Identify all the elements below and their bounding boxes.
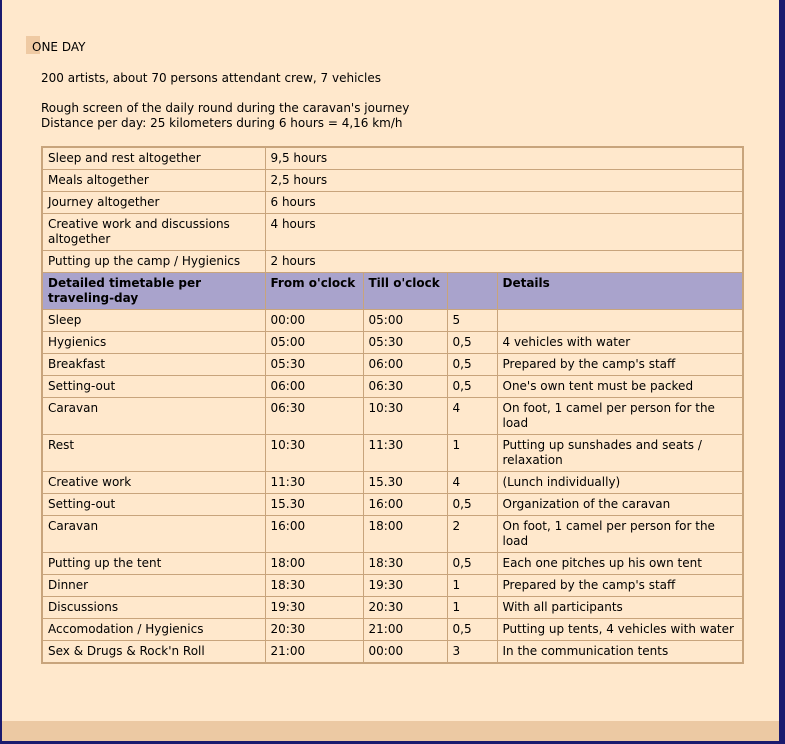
cell-hours: 0,5 bbox=[447, 553, 497, 575]
cell-activity: Creative work bbox=[42, 472, 265, 494]
cell-till: 05:00 bbox=[363, 310, 447, 332]
cell-details: On foot, 1 camel per person for the load bbox=[497, 398, 743, 435]
cell-hours: 0,5 bbox=[447, 619, 497, 641]
table-row bbox=[42, 472, 743, 494]
screen-description: Rough screen of the daily round during the caravan's journey bbox=[41, 101, 410, 115]
cell-from: 06:30 bbox=[265, 398, 363, 435]
summary-value: 9,5 hours bbox=[265, 147, 743, 170]
cell-till: 00:00 bbox=[363, 641, 447, 664]
cell-from: 20:30 bbox=[265, 619, 363, 641]
summary-label: Meals altogether bbox=[42, 170, 265, 192]
cell-hours: 3 bbox=[447, 641, 497, 664]
window-frame-left bbox=[0, 0, 2, 744]
cell-details: 4 vehicles with water bbox=[497, 332, 743, 354]
cell-activity: Dinner bbox=[42, 575, 265, 597]
cell-hours: 1 bbox=[447, 435, 497, 472]
cell-from: 19:30 bbox=[265, 597, 363, 619]
cell-details: Prepared by the camp's staff bbox=[497, 575, 743, 597]
cell-details: In the communication tents bbox=[497, 641, 743, 664]
cell-hours: 0,5 bbox=[447, 376, 497, 398]
table-row bbox=[42, 553, 743, 575]
summary-label: Sleep and rest altogether bbox=[42, 147, 265, 170]
cell-details: Putting up tents, 4 vehicles with water bbox=[497, 619, 743, 641]
cell-activity: Hygienics bbox=[42, 332, 265, 354]
header-from: From o'clock bbox=[265, 273, 363, 310]
cell-till: 18:30 bbox=[363, 553, 447, 575]
cell-till: 06:00 bbox=[363, 354, 447, 376]
table-row bbox=[42, 354, 743, 376]
cell-from: 16:00 bbox=[265, 516, 363, 553]
window-frame-right bbox=[779, 0, 785, 744]
summary-row bbox=[42, 192, 743, 214]
cell-activity: Accomodation / Hygienics bbox=[42, 619, 265, 641]
cell-hours: 5 bbox=[447, 310, 497, 332]
cell-till: 20:30 bbox=[363, 597, 447, 619]
cell-activity: Discussions bbox=[42, 597, 265, 619]
table-row bbox=[42, 376, 743, 398]
summary-row bbox=[42, 170, 743, 192]
cell-till: 19:30 bbox=[363, 575, 447, 597]
cell-activity: Caravan bbox=[42, 398, 265, 435]
summary-label: Putting up the camp / Hygienics bbox=[42, 251, 265, 273]
cell-till: 21:00 bbox=[363, 619, 447, 641]
table-row bbox=[42, 435, 743, 472]
table-row bbox=[42, 575, 743, 597]
table-row bbox=[42, 597, 743, 619]
cell-details: With all participants bbox=[497, 597, 743, 619]
cell-details: Putting up sunshades and seats / relaxation bbox=[497, 435, 743, 472]
cell-activity: Putting up the tent bbox=[42, 553, 265, 575]
cell-hours: 0,5 bbox=[447, 354, 497, 376]
cell-from: 11:30 bbox=[265, 472, 363, 494]
table-row bbox=[42, 332, 743, 354]
cell-hours: 1 bbox=[447, 575, 497, 597]
cell-till: 15.30 bbox=[363, 472, 447, 494]
table-row bbox=[42, 619, 743, 641]
cell-from: 06:00 bbox=[265, 376, 363, 398]
timetable-header-row bbox=[42, 273, 743, 310]
summary-row bbox=[42, 251, 743, 273]
cell-till: 10:30 bbox=[363, 398, 447, 435]
cell-details: (Lunch individually) bbox=[497, 472, 743, 494]
cell-from: 15.30 bbox=[265, 494, 363, 516]
cell-hours: 4 bbox=[447, 472, 497, 494]
cell-details bbox=[497, 310, 743, 332]
intro-text: 200 artists, about 70 persons attendant crew, 7 vehicles bbox=[41, 71, 381, 85]
cell-activity: Rest bbox=[42, 435, 265, 472]
distance-info: Distance per day: 25 kilometers during 6 hours = 4,16 km/h bbox=[41, 116, 403, 130]
summary-value: 4 hours bbox=[265, 214, 743, 251]
cell-till: 18:00 bbox=[363, 516, 447, 553]
cell-till: 16:00 bbox=[363, 494, 447, 516]
table-row bbox=[42, 641, 743, 664]
cell-till: 05:30 bbox=[363, 332, 447, 354]
cell-from: 00:00 bbox=[265, 310, 363, 332]
cell-from: 10:30 bbox=[265, 435, 363, 472]
cell-hours: 0,5 bbox=[447, 332, 497, 354]
cell-till: 11:30 bbox=[363, 435, 447, 472]
summary-label: Journey altogether bbox=[42, 192, 265, 214]
cell-activity: Caravan bbox=[42, 516, 265, 553]
cell-from: 05:00 bbox=[265, 332, 363, 354]
header-hours bbox=[447, 273, 497, 310]
cell-from: 05:30 bbox=[265, 354, 363, 376]
summary-value: 2 hours bbox=[265, 251, 743, 273]
cell-activity: Setting-out bbox=[42, 376, 265, 398]
cell-details: On foot, 1 camel per person for the load bbox=[497, 516, 743, 553]
summary-value: 2,5 hours bbox=[265, 170, 743, 192]
cell-details: Organization of the caravan bbox=[497, 494, 743, 516]
cell-hours: 2 bbox=[447, 516, 497, 553]
page-footer-band bbox=[2, 721, 779, 741]
cell-activity: Setting-out bbox=[42, 494, 265, 516]
table-row bbox=[42, 310, 743, 332]
summary-row bbox=[42, 214, 743, 251]
cell-hours: 0,5 bbox=[447, 494, 497, 516]
header-activity: Detailed timetable per traveling-day bbox=[42, 273, 265, 310]
cell-till: 06:30 bbox=[363, 376, 447, 398]
cell-details: One's own tent must be packed bbox=[497, 376, 743, 398]
cell-details: Prepared by the camp's staff bbox=[497, 354, 743, 376]
header-details: Details bbox=[497, 273, 743, 310]
table-row bbox=[42, 494, 743, 516]
cell-activity: Sleep bbox=[42, 310, 265, 332]
cell-activity: Sex & Drugs & Rock'n Roll bbox=[42, 641, 265, 664]
cell-hours: 1 bbox=[447, 597, 497, 619]
cell-activity: Breakfast bbox=[42, 354, 265, 376]
cell-from: 18:30 bbox=[265, 575, 363, 597]
cell-details: Each one pitches up his own tent bbox=[497, 553, 743, 575]
page-title: ONE DAY bbox=[26, 36, 89, 54]
table-row bbox=[42, 398, 743, 435]
summary-value: 6 hours bbox=[265, 192, 743, 214]
cell-from: 21:00 bbox=[265, 641, 363, 664]
summary-label: Creative work and discussions altogether bbox=[42, 214, 265, 251]
cell-hours: 4 bbox=[447, 398, 497, 435]
table-row bbox=[42, 516, 743, 553]
cell-from: 18:00 bbox=[265, 553, 363, 575]
summary-row bbox=[42, 147, 743, 170]
header-till: Till o'clock bbox=[363, 273, 447, 310]
daily-schedule-table bbox=[41, 146, 744, 664]
